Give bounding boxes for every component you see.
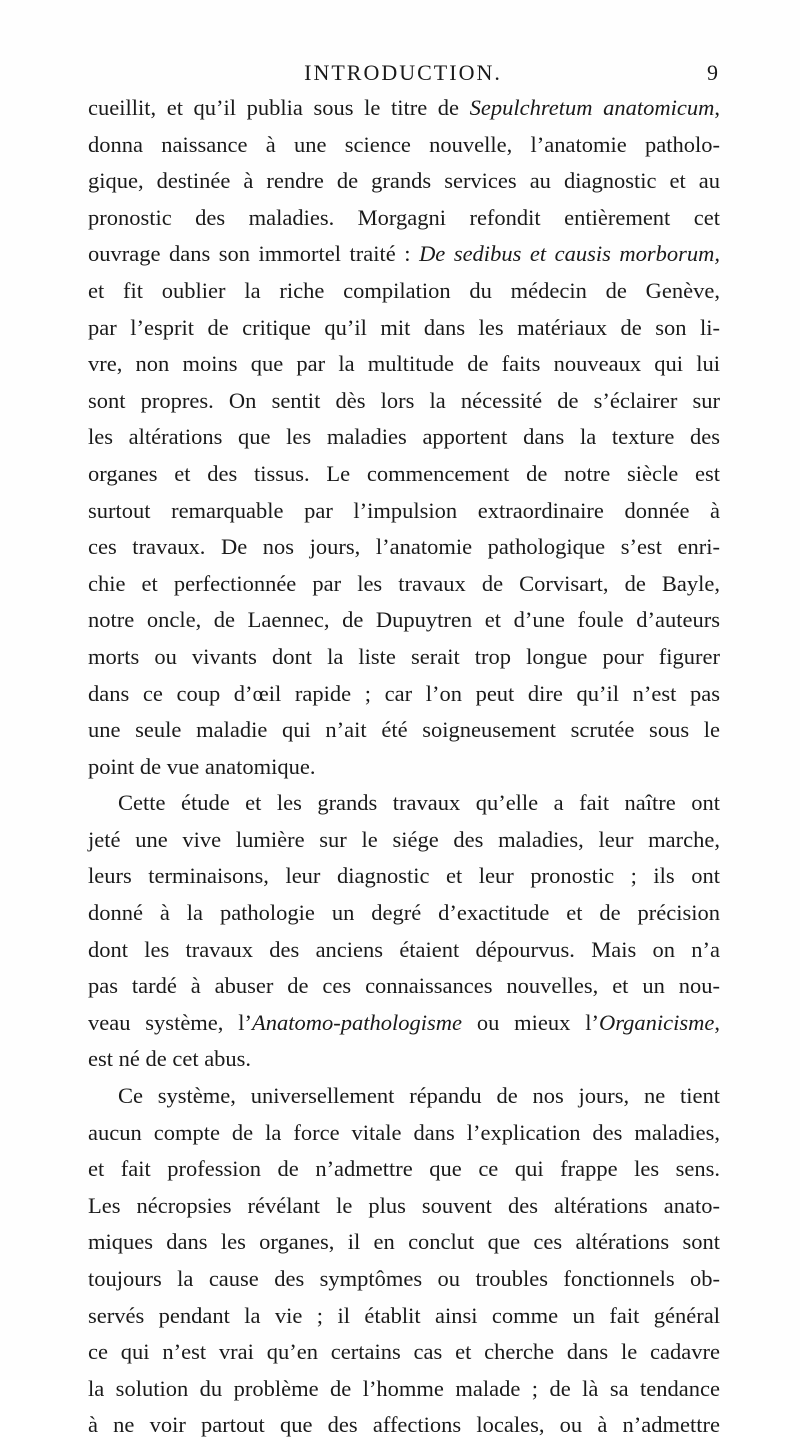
text-line [88,968,720,1005]
text-segment: donna naissance à une science nouvelle, l’anatomie patholo- [88,131,720,157]
text-line [88,1041,720,1078]
text-segment: toujours la cause des symptômes ou troubles fonctionnels ob- [88,1266,720,1291]
text-segment: ces travaux. De nos jours, l’anatomie pathologique s’est enri- [88,534,720,560]
text-line [88,895,720,932]
text-line [88,785,720,822]
text-segment: Les nécropsies révélant le plus souvent des altérations anato- [88,1192,720,1218]
text-segment: surtout remarquable par l’impulsion extraordinaire donnée à [88,497,720,523]
text-segment: la solution du problème de l’homme malade ; de là sa tendance [88,1375,720,1401]
italic-title: Sepulchretum anatomicum [469,95,715,120]
running-title: INTRODUCTION. [304,60,502,85]
text-segment: leurs terminaisons, leur diagnostic et leur pronostic ; ils ont [88,863,720,889]
text-line [88,1151,720,1188]
text-segment: pronostic des maladies. Morgagni refondit entièrement cet [88,204,720,230]
text-segment: chie et perfectionnée par les travaux de Corvisart, de Bayle, [88,570,720,596]
italic-title: De sedibus et causis morborum, [419,241,721,267]
text-line [88,712,720,749]
text-line [88,749,720,786]
text-line [88,200,720,237]
text-segment: à ne voir partout que des affections locales, ou à n’admettre [88,1412,720,1438]
text-segment: dans ce coup d’œil rapide ; car l’on peut dire qu’il n’est pas [88,680,720,706]
text-segment: par l’esprit de critique qu’il mit dans les matériaux de son li- [88,314,720,340]
text-line [88,493,720,530]
text-segment: une seule maladie qui n’ait été soigneusement scrutée sous le [88,717,720,743]
text-line [88,90,720,127]
text-line [88,1188,720,1225]
text-segment: sont propres. On sentit dès lors la nécessité de s’éclairer sur [88,387,720,413]
text-line [88,529,720,566]
text-line [88,310,720,347]
text-segment: et fait profession de n’admettre que ce qui frappe les sens. [88,1156,720,1182]
text-line [88,1005,720,1042]
text-line [88,236,720,273]
text-segment: notre oncle, de Laennec, de Dupuytren et d’une foule d’auteurs [88,607,720,633]
text-segment: et fit oublier la riche compilation du médecin de Genève, [88,277,720,303]
italic-title: Organicisme [598,1009,715,1035]
text-segment: dont les travaux des anciens étaient dépourvus. Mais on n’a [88,936,720,962]
text-segment: donné à la pathologie un degré d’exactitude et de précision [88,900,720,926]
text-line [88,1371,720,1408]
text-line [88,1115,720,1152]
text-segment: ou mieux l’ [461,1009,599,1035]
text-line [88,273,720,310]
text-line [88,639,720,676]
text-line [88,1261,720,1298]
page-header [88,58,718,88]
text-segment: cueillit, et qu’il publia sous le titre de [88,95,470,120]
text-line [88,1224,720,1261]
text-line [88,676,720,713]
text-segment: jeté une vive lumière sur le siége des maladies, leur marche, [88,826,720,852]
text-segment: Ce système, universellement répandu de nos jours, ne tient [118,1083,720,1109]
text-segment: gique, destinée à rendre de grands services au diagnostic et au [88,168,720,194]
text-line [88,1407,720,1444]
text-line [88,932,720,969]
text-line [88,858,720,895]
text-line [88,163,720,200]
text-segment: organes et des tissus. Le commencement de notre siècle est [88,460,720,486]
text-line [88,127,720,164]
text-line [88,566,720,603]
text-segment: miques dans les organes, il en conclut que ces altérations sont [88,1229,720,1255]
text-line [88,383,720,420]
text-line [88,1298,720,1335]
text-segment: , [714,95,721,120]
text-segment: aucun compte de la force vitale dans l’explication des maladies, [88,1119,720,1145]
text-segment: point de vue anatomique. [88,753,316,779]
text-segment: servés pendant la vie ; il établit ainsi comme un fait général [88,1302,720,1328]
text-line [88,1334,720,1371]
text-segment: est né de cet abus. [88,1046,252,1072]
body-text [88,90,720,1444]
text-line [88,822,720,859]
text-line [88,419,720,456]
text-line [88,1078,720,1115]
text-segment: ce qui n’est vrai qu’en certains cas et cherche dans le cadavre [88,1339,720,1365]
text-segment: les altérations que les maladies apportent dans la texture des [88,424,720,450]
text-segment: Cette étude et les grands travaux qu’elle a fait naître ont [118,790,720,816]
text-segment: veau système, l’ [88,1009,252,1035]
text-line [88,346,720,383]
text-line [88,602,720,639]
text-segment: , [714,1009,720,1035]
page-number: 9 [707,60,718,85]
text-line [88,456,720,493]
italic-title: Anatomo-pathologisme [252,1009,462,1035]
text-segment: pas tardé à abuser de ces connaissances nouvelles, et un nou- [88,973,720,999]
text-segment: morts ou vivants dont la liste serait trop longue pour figurer [88,643,720,669]
text-segment: vre, non moins que par la multitude de faits nouveaux qui lui [88,351,720,377]
text-segment: ouvrage dans son immortel traité : [88,241,420,267]
